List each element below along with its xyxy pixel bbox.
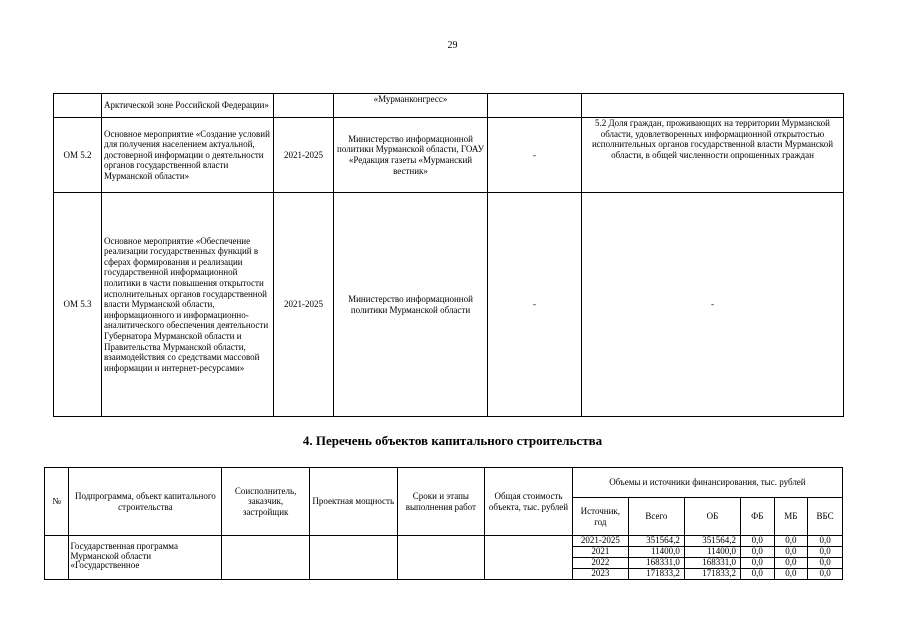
- finance-vbs: 0,0: [808, 536, 843, 547]
- activity-code: [54, 94, 102, 118]
- finance-vbs: 0,0: [808, 558, 843, 569]
- page-number: 29: [447, 40, 458, 51]
- header-mb: МБ: [774, 498, 808, 536]
- activity-description: Арктической зоне Российской Федерации»: [102, 94, 274, 118]
- table-row: [45, 536, 843, 547]
- header-row: [45, 468, 843, 498]
- program-coexecutor-cell: [222, 536, 310, 580]
- finance-vbs: 0,0: [808, 547, 843, 558]
- header-sources-year: Источник, год: [572, 498, 628, 536]
- finance-total: 351564,2: [628, 536, 684, 547]
- finance-mb: 0,0: [774, 569, 808, 580]
- finance-mb: 0,0: [774, 547, 808, 558]
- finance-fb: 0,0: [740, 547, 774, 558]
- activity-indicator: 5.2 Доля граждан, проживающих на территории Мурманской области, удовлетворенных информационной открытостью исполнительных органов государственной власти Мурманской области, в общей численности опрошенных граждан: [582, 118, 844, 193]
- program-stages-cell: [397, 536, 485, 580]
- header-coexecutor: Соисполнитель, заказчик, застройщик: [222, 468, 310, 536]
- header-capacity: Проектная мощность: [309, 468, 397, 536]
- activity-executor: Министерство информационной политики Мурманской области, ГОАУ «Редакция газеты «Мурманский вестник»: [334, 118, 488, 193]
- finance-vbs: 0,0: [808, 569, 843, 580]
- program-num-cell: [45, 536, 69, 580]
- activity-description: Основное мероприятие «Создание условий для получения населением актуальной, достоверной информации о деятельности органов государственной власти Мурманской области»: [102, 118, 274, 193]
- finance-fb: 0,0: [740, 569, 774, 580]
- finance-year: 2022: [572, 558, 628, 569]
- activity-funding: -: [488, 118, 582, 193]
- finance-total: 11400,0: [628, 547, 684, 558]
- activity-funding: -: [488, 193, 582, 417]
- table-row: [54, 94, 844, 118]
- finance-fb: 0,0: [740, 536, 774, 547]
- header-vbs: ВБС: [808, 498, 843, 536]
- header-subprogram: Подпрограмма, объект капитального строительства: [69, 468, 222, 536]
- finance-year: 2023: [572, 569, 628, 580]
- finance-fb: 0,0: [740, 558, 774, 569]
- table-row: [54, 118, 844, 193]
- activity-indicator: [582, 94, 844, 118]
- finance-total: 168331,0: [628, 558, 684, 569]
- program-capacity-cell: [309, 536, 397, 580]
- header-funding-group: Объемы и источники финансирования, тыс. рублей: [572, 468, 842, 498]
- finance-ob: 11400,0: [684, 547, 740, 558]
- section-title: 4. Перечень объектов капитального строительства: [302, 433, 603, 448]
- finance-total: 171833,2: [628, 569, 684, 580]
- finance-mb: 0,0: [774, 558, 808, 569]
- program-cost-cell: [485, 536, 573, 580]
- finance-ob: 171833,2: [684, 569, 740, 580]
- activities-table: [53, 93, 844, 417]
- capital-construction-table: [44, 467, 843, 580]
- table-row: [54, 193, 844, 417]
- header-total: Всего: [628, 498, 684, 536]
- header-fb: ФБ: [740, 498, 774, 536]
- activity-description: Основное мероприятие «Обеспечение реализации государственных функций в сферах формирования и реализации государственной информационной политики в части повышения открытости исполнительных органов государственной власти Мурманской области, информационного и информационно-аналитического обеспечения деятельности Губернатора Мурманской области и Правительства Мурманской области, взаимодействия со средствами массовой информации и интернет-ресурсами»: [102, 193, 274, 417]
- finance-year: 2021: [572, 547, 628, 558]
- activity-period: 2021-2025: [274, 118, 334, 193]
- header-total-cost: Общая стоимость объекта, тыс. рублей: [485, 468, 573, 536]
- finance-ob: 168331,0: [684, 558, 740, 569]
- activity-indicator: -: [582, 193, 844, 417]
- activity-period: [274, 94, 334, 118]
- finance-mb: 0,0: [774, 536, 808, 547]
- header-ob: ОБ: [684, 498, 740, 536]
- header-stages: Сроки и этапы выполнения работ: [397, 468, 485, 536]
- activity-executor: Министерство информационной политики Мурманской области: [334, 193, 488, 417]
- activity-code: ОМ 5.2: [54, 118, 102, 193]
- finance-year: 2021-2025: [572, 536, 628, 547]
- activity-code: ОМ 5.3: [54, 193, 102, 417]
- program-name: Государственная программа Мурманской области «Государственное: [69, 536, 222, 580]
- header-num: №: [45, 468, 69, 536]
- finance-ob: 351564,2: [684, 536, 740, 547]
- activity-executor: «Мурманконгресс»: [334, 94, 488, 118]
- activity-period: 2021-2025: [274, 193, 334, 417]
- activity-funding: [488, 94, 582, 118]
